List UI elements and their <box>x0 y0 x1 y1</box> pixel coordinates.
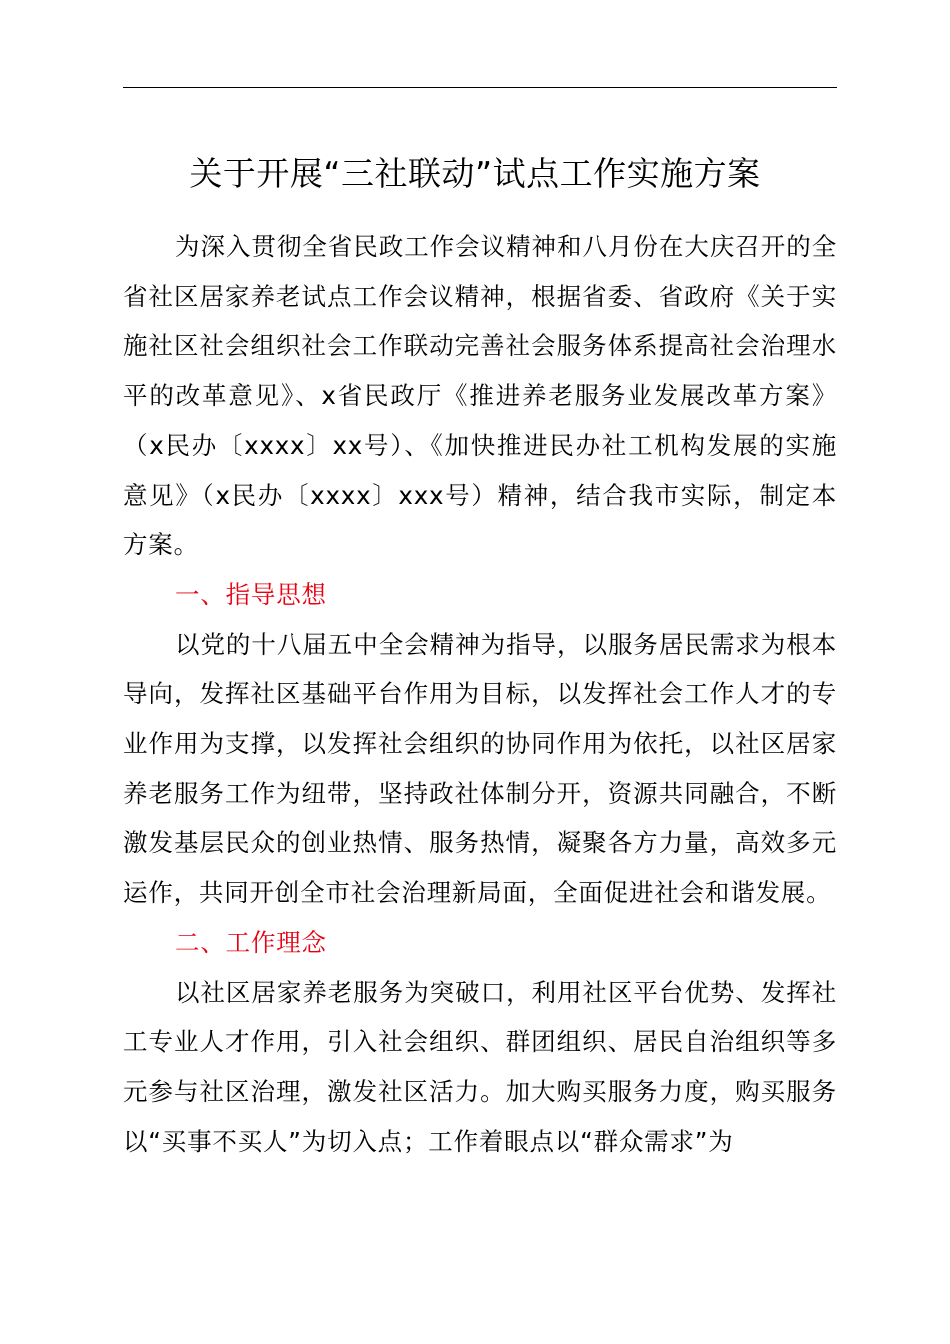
header-rule <box>123 87 837 88</box>
intro-paragraph: 为深入贯彻全省民政工作会议精神和八月份在大庆召开的全省社区居家养老试点工作会议精神，根据省委、省政府《关于实施社区社会组织社会工作联动完善社会服务体系提高社会治理水平的改革意见》、x省民政厅《推进养老服务业发展改革方案》（x民办〔xxxx〕xx号）、《加快推进民办社工机构发展的实施意见》（x民办〔xxxx〕xxx号）精神，结合我市实际，制定本方案。 <box>123 232 837 560</box>
section-body-work-concept: 以社区居家养老服务为突破口，利用社区平台优势、发挥社工专业人才作用，引入社会组织、群团组织、居民自治组织等多元参与社区治理，激发社区活力。加大购买服务力度，购买服务以“买事不买人”为切入点；工作着眼点以“群众需求”为 <box>123 977 837 1156</box>
section-heading-work-concept: 二、工作理念 <box>175 927 327 957</box>
document-title: 关于开展“三社联动”试点工作实施方案 <box>189 154 761 193</box>
section-body-guiding-ideology: 以党的十八届五中全会精神为指导，以服务居民需求为根本导向，发挥社区基础平台作用为目标，以发挥社会工作人才的专业作用为支撑，以发挥社会组织的协同作用为依托，以社区居家养老服务工作为纽带，坚持政社体制分开，资源共同融合，不断激发基层民众的创业热情、服务热情，凝聚各方力量，高效多元运作，共同开创全市社会治理新局面，全面促进社会和谐发展。 <box>123 629 837 908</box>
section-heading-guiding-ideology: 一、指导思想 <box>175 579 327 609</box>
document-body <box>123 222 837 1166</box>
